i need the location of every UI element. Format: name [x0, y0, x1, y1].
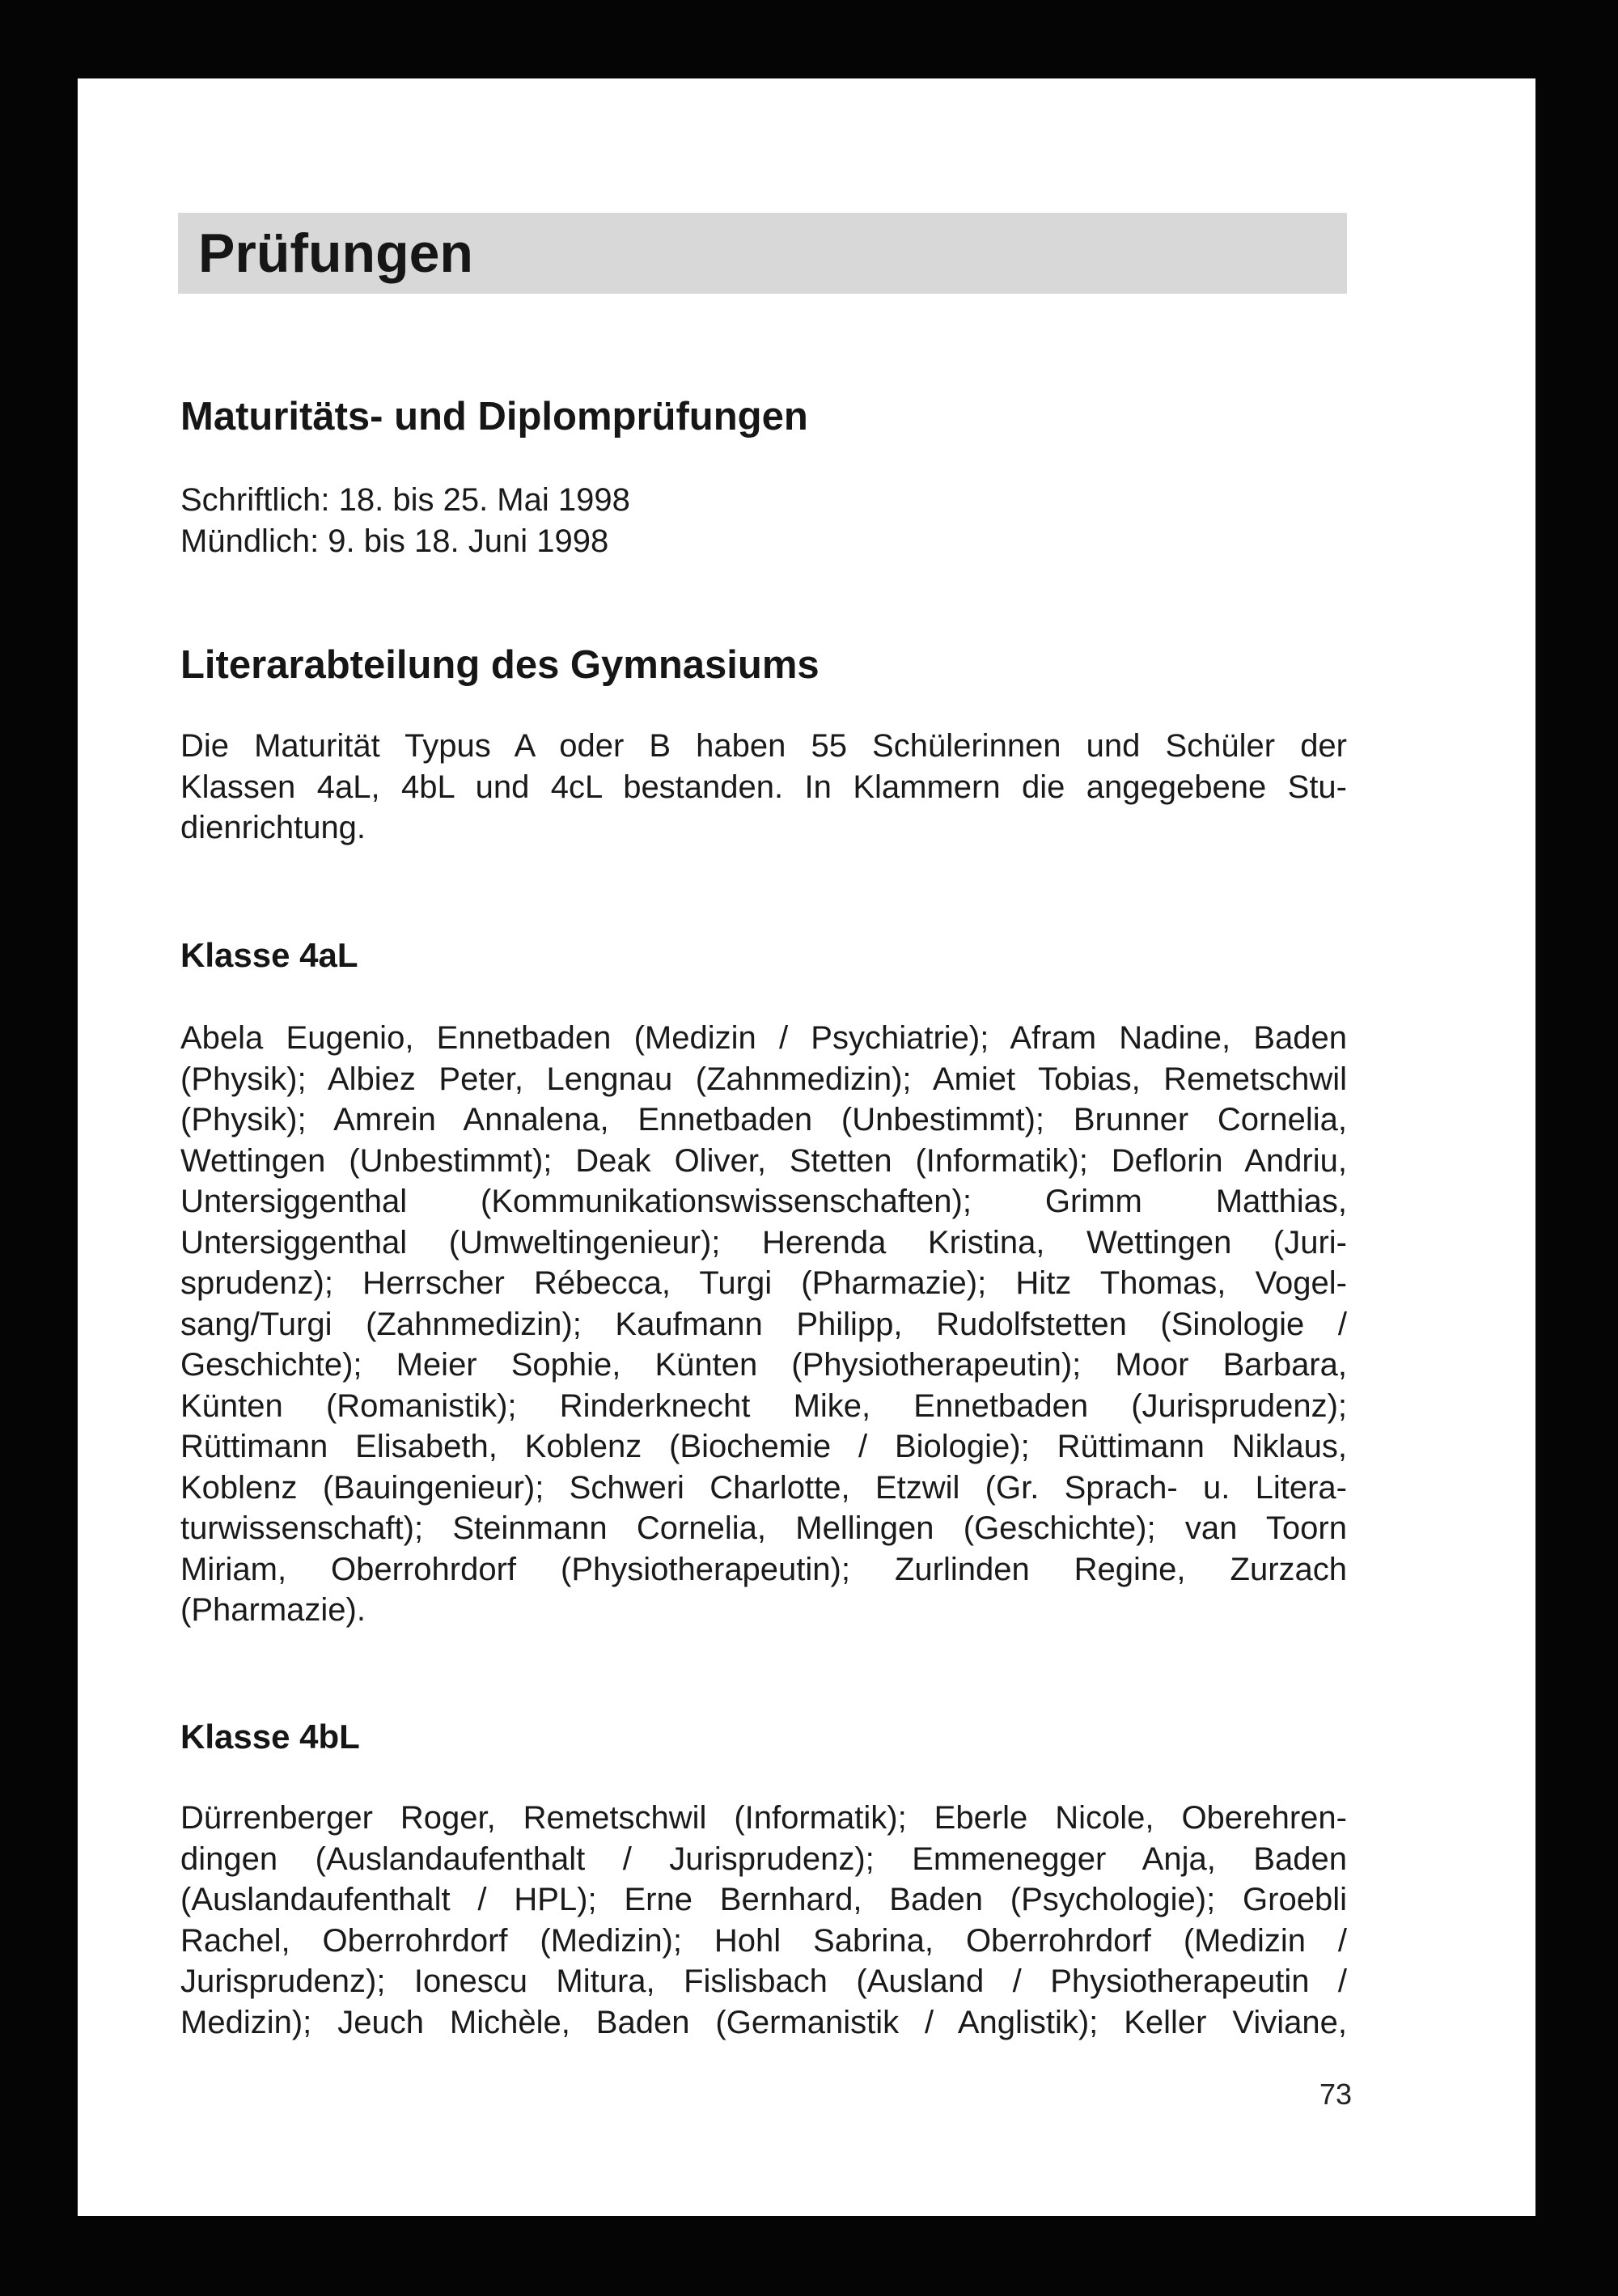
- student-list-line: Abela Eugenio, Ennetbaden (Medizin / Psychiatrie); Afram Nadine, Baden: [180, 1020, 1347, 1056]
- student-list-line: Untersiggenthal (Umweltingenieur); Herenda Kristina, Wettingen (Juri-: [180, 1224, 1347, 1260]
- student-list-line: Koblenz (Bauingenieur); Schweri Charlotte, Etzwil (Gr. Sprach- u. Litera-: [180, 1469, 1347, 1506]
- student-list-line: turwissenschaft); Steinmann Cornelia, Mellingen (Geschichte); van Toorn: [180, 1510, 1347, 1546]
- class-4bl-section: [180, 1718, 1347, 1756]
- student-list-line: Künten (Romanistik); Rinderknecht Mike, Ennetbaden (Jurisprudenz);: [180, 1387, 1347, 1424]
- student-list-line: dingen (Auslandaufenthalt / Jurisprudenz); Emmenegger Anja, Baden: [180, 1841, 1347, 1877]
- literar-heading: Literarabteilung des Gymnasiums: [180, 643, 820, 687]
- student-list-line: (Physik); Albiez Peter, Lengnau (Zahnmedizin); Amiet Tobias, Remetschwil: [180, 1061, 1347, 1097]
- student-list-line: Wettingen (Unbestimmt); Deak Oliver, Stetten (Informatik); Deflorin Andriu,: [180, 1142, 1347, 1179]
- class-4al-section: [180, 936, 1347, 975]
- exam-dates: [180, 480, 1347, 561]
- class-4al-heading: Klasse 4aL: [180, 936, 358, 974]
- exams-section: [180, 394, 1347, 439]
- student-list-line: Jurisprudenz); Ionescu Mitura, Fislisbach (Ausland / Physiotherapeutin /: [180, 1963, 1347, 1999]
- page-number: 73: [1319, 2078, 1353, 2111]
- intro-line: Die Maturität Typus A oder B haben 55 Schülerinnen und Schüler der: [180, 728, 1347, 764]
- student-list-line: Miriam, Oberrohrdorf (Physiotherapeutin); Zurlinden Regine, Zurzach: [180, 1551, 1347, 1587]
- class-4bl-heading: Klasse 4bL: [180, 1718, 360, 1756]
- student-list-line: sprudenz); Herrscher Rébecca, Turgi (Pharmazie); Hitz Thomas, Vogel-: [180, 1265, 1347, 1301]
- student-list-line: Dürrenberger Roger, Remetschwil (Informatik); Eberle Nicole, Oberehren-: [180, 1800, 1347, 1836]
- literar-section: [180, 642, 1347, 688]
- class-4al-list: [180, 1018, 1347, 1631]
- student-list-line: Geschichte); Meier Sophie, Künten (Physiotherapeutin); Moor Barbara,: [180, 1347, 1347, 1383]
- page-title: Prüfungen: [198, 222, 473, 284]
- student-list-line: Medizin); Jeuch Michèle, Baden (Germanistik / Anglistik); Keller Viviane,: [180, 2004, 1347, 2040]
- student-list-line: (Auslandaufenthalt / HPL); Erne Bernhard, Baden (Psychologie); Groebli: [180, 1882, 1347, 1917]
- title-bar: [178, 213, 1347, 294]
- intro-line: dienrichtung.: [180, 810, 366, 845]
- intro-line: Klassen 4aL, 4bL und 4cL bestanden. In Klammern die angegebene Stu-: [180, 769, 1347, 805]
- student-list-line: (Pharmazie).: [180, 1592, 366, 1628]
- class-4bl-list: [180, 1798, 1347, 2043]
- exams-heading: Maturitäts- und Diplomprüfungen: [180, 395, 808, 438]
- oral-exam-dates: Mündlich: 9. bis 18. Juni 1998: [180, 523, 609, 559]
- student-list-line: Rüttimann Elisabeth, Koblenz (Biochemie / Biologie); Rüttimann Niklaus,: [180, 1429, 1347, 1464]
- student-list-line: Rachel, Oberrohrdorf (Medizin); Hohl Sabrina, Oberrohrdorf (Medizin /: [180, 1922, 1347, 1959]
- student-list-line: (Physik); Amrein Annalena, Ennetbaden (Unbestimmt); Brunner Cornelia,: [180, 1102, 1347, 1137]
- written-exam-dates: Schriftlich: 18. bis 25. Mai 1998: [180, 482, 630, 518]
- student-list-line: Untersiggenthal (Kommunikationswissenschaften); Grimm Matthias,: [180, 1184, 1347, 1219]
- student-list-line: sang/Turgi (Zahnmedizin); Kaufmann Philipp, Rudolfstetten (Sinologie /: [180, 1306, 1347, 1342]
- document-page: [78, 78, 1535, 2216]
- literar-intro: [180, 726, 1347, 849]
